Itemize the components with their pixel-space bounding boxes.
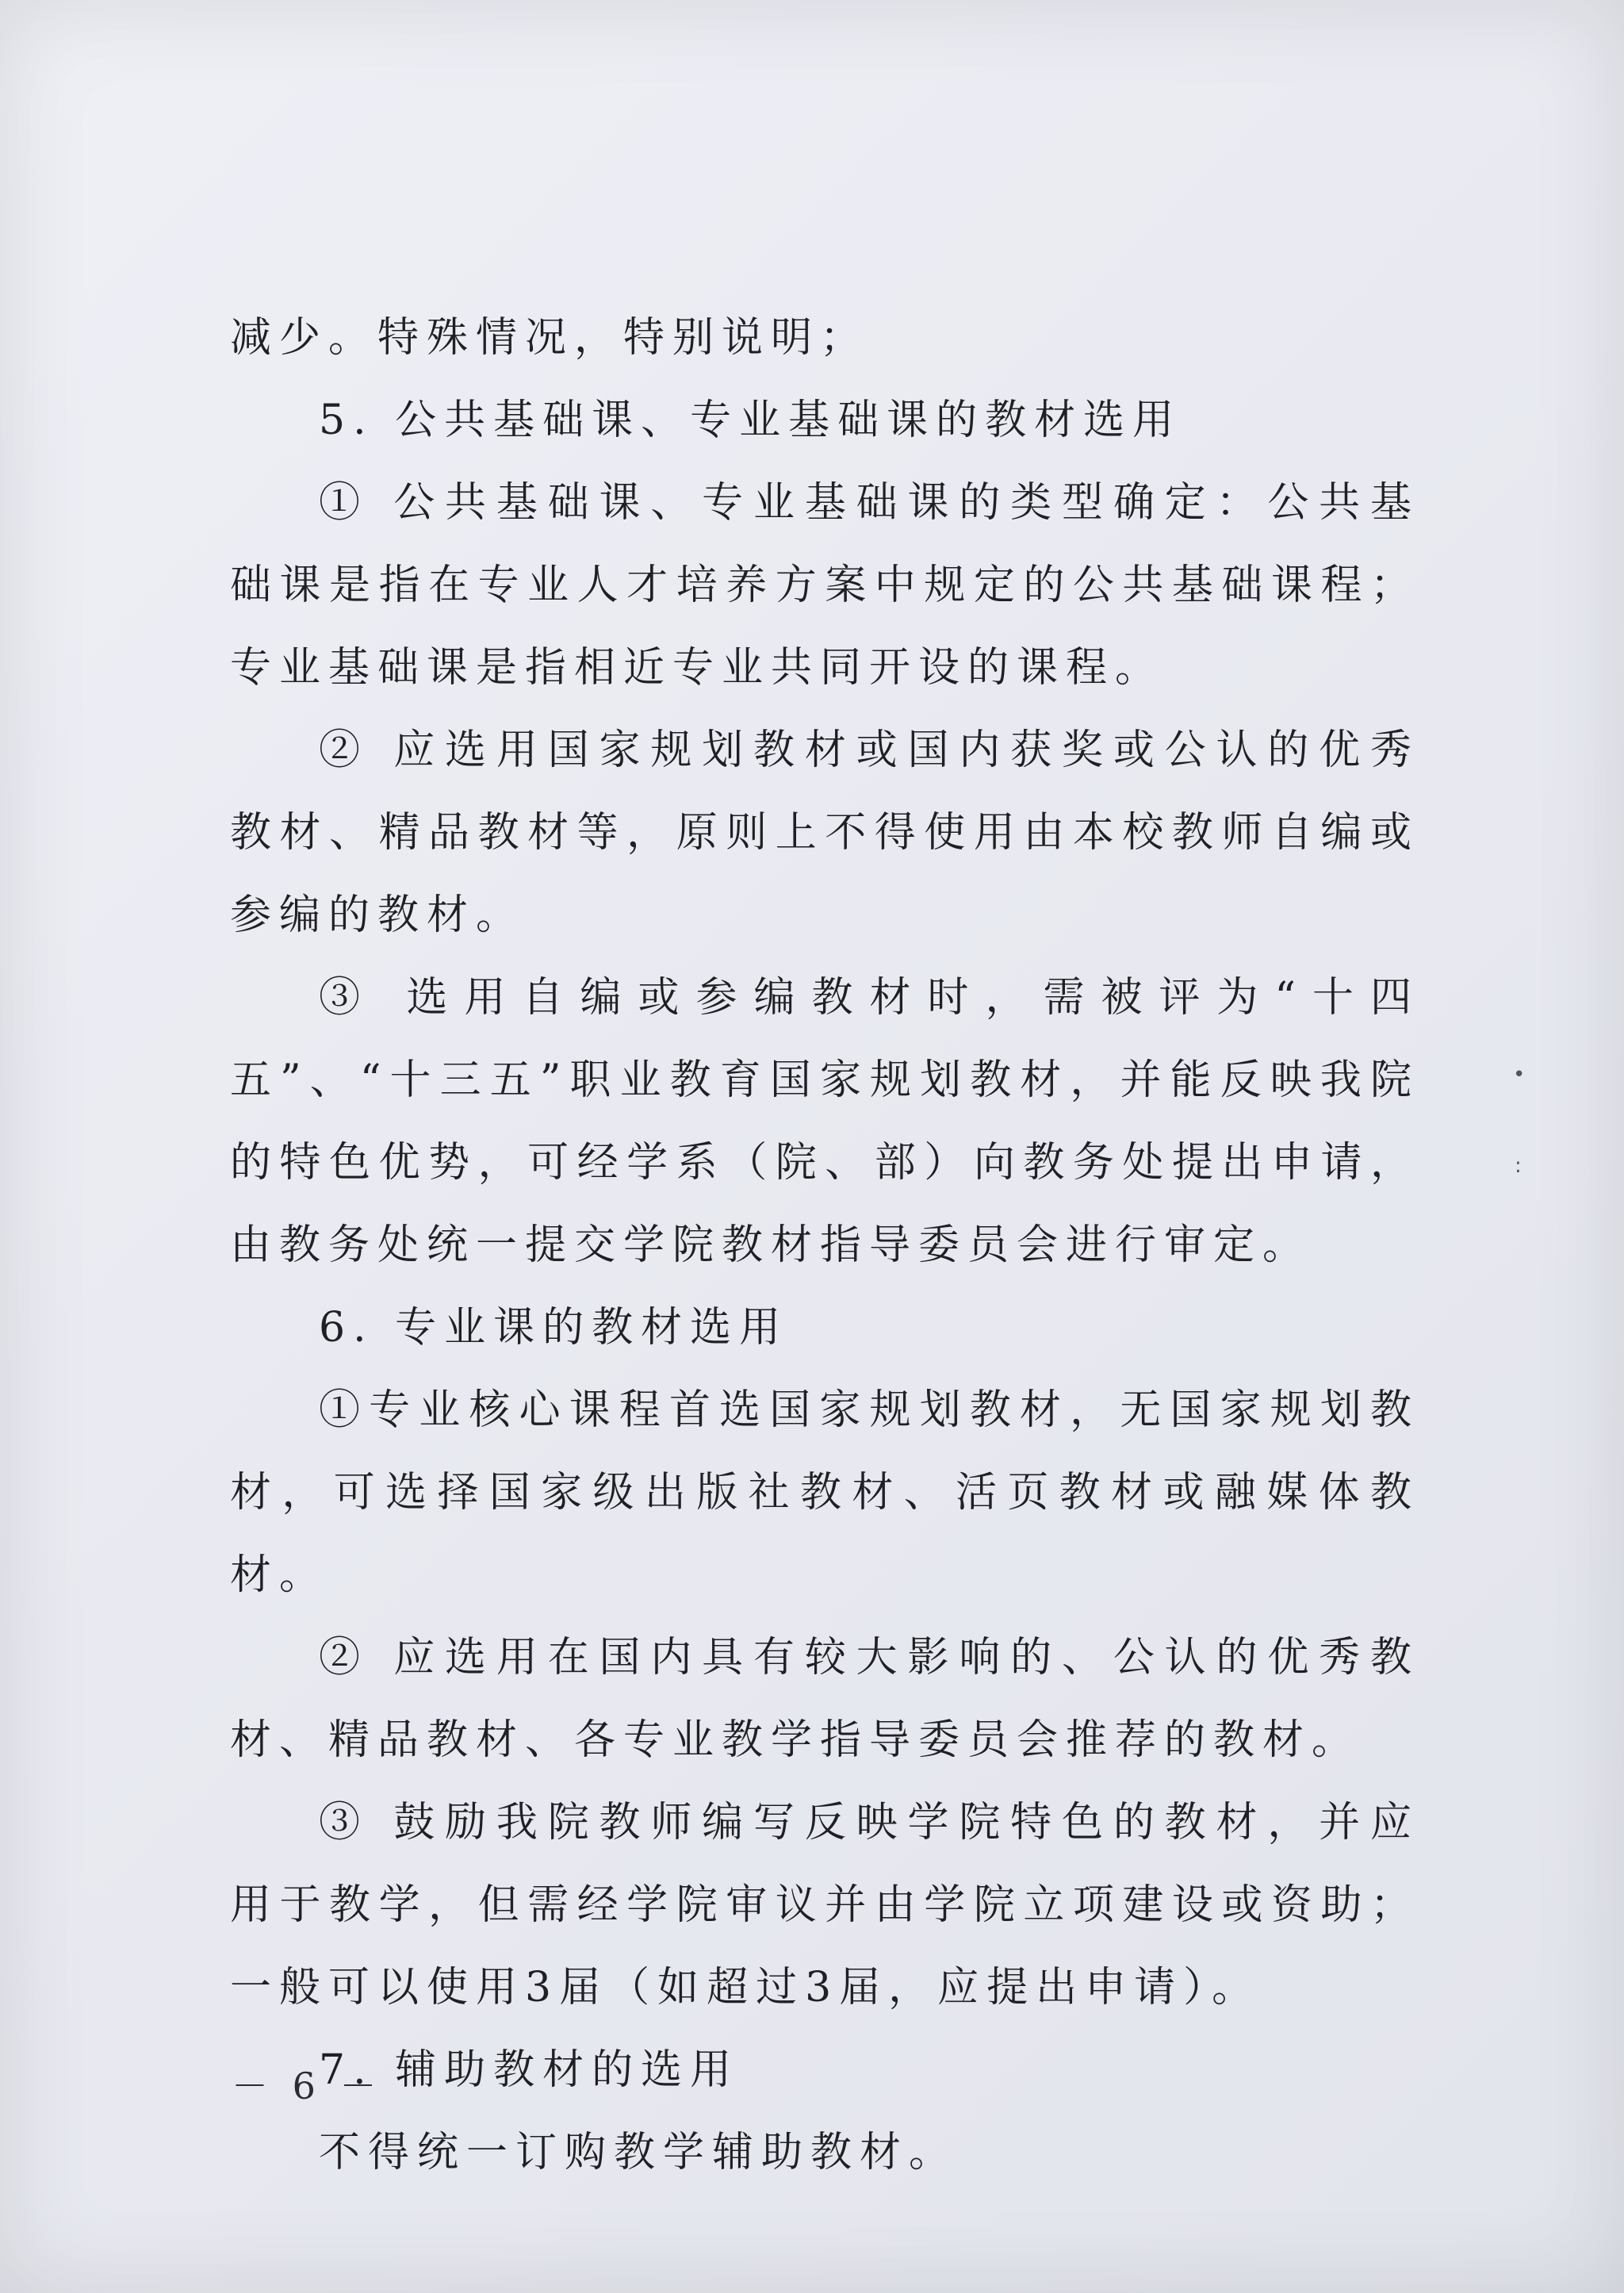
section-heading-6: 6. 专业课的教材选用: [319, 1304, 789, 1352]
page-number: － 6 －: [232, 2065, 383, 2107]
binding-mark-dot: •: [1513, 1063, 1526, 1087]
paragraph-continuation: 减少。特殊情况，特别说明；: [230, 314, 870, 362]
paragraph-5-1: ① 公共基础课、专业基础课的类型确定：公共基础课是指在专业人才培养方案中规定的公共基础课程；专业基础课是指相近专业共同开设的课程。: [230, 479, 1419, 692]
paragraph-6-2: ② 应选用在国内具有较大影响的、公认的优秀教材、精品教材、各专业教学指导委员会推荐的教材。: [230, 1634, 1419, 1764]
paragraph-7-1: 不得统一订购教学辅助教材。: [319, 2129, 959, 2176]
binding-mark-colon: :: [1515, 1154, 1522, 1178]
section-heading-5: 5. 公共基础课、专业基础课的教材选用: [319, 397, 1182, 444]
paragraph-6-3: ③ 鼓励我院教师编写反映学院特色的教材，并应用于教学，但需经学院审议并由学院立项建设或资助；一般可以使用3届（如超过3届，应提出申请）。: [230, 1799, 1419, 2011]
paragraph-6-1: ①专业核心课程首选国家规划教材，无国家规划教材，可选择国家级出版社教材、活页教材或融媒体教材。: [230, 1386, 1419, 1599]
document-body: [230, 297, 1419, 2194]
paragraph-5-3: ③ 选用自编或参编教材时，需被评为“十四五”、“十三五”职业教育国家规划教材，并能反映我院的特色优势，可经学系（院、部）向教务处提出申请，由教务处统一提交学院教材指导委员会进行审定。: [230, 974, 1419, 1269]
paragraph-5-2: ② 应选用国家规划教材或国内获奖或公认的优秀教材、精品教材等，原则上不得使用由本校教师自编或参编的教材。: [230, 727, 1419, 939]
section-heading-7: 7. 辅助教材的选用: [319, 2046, 740, 2094]
